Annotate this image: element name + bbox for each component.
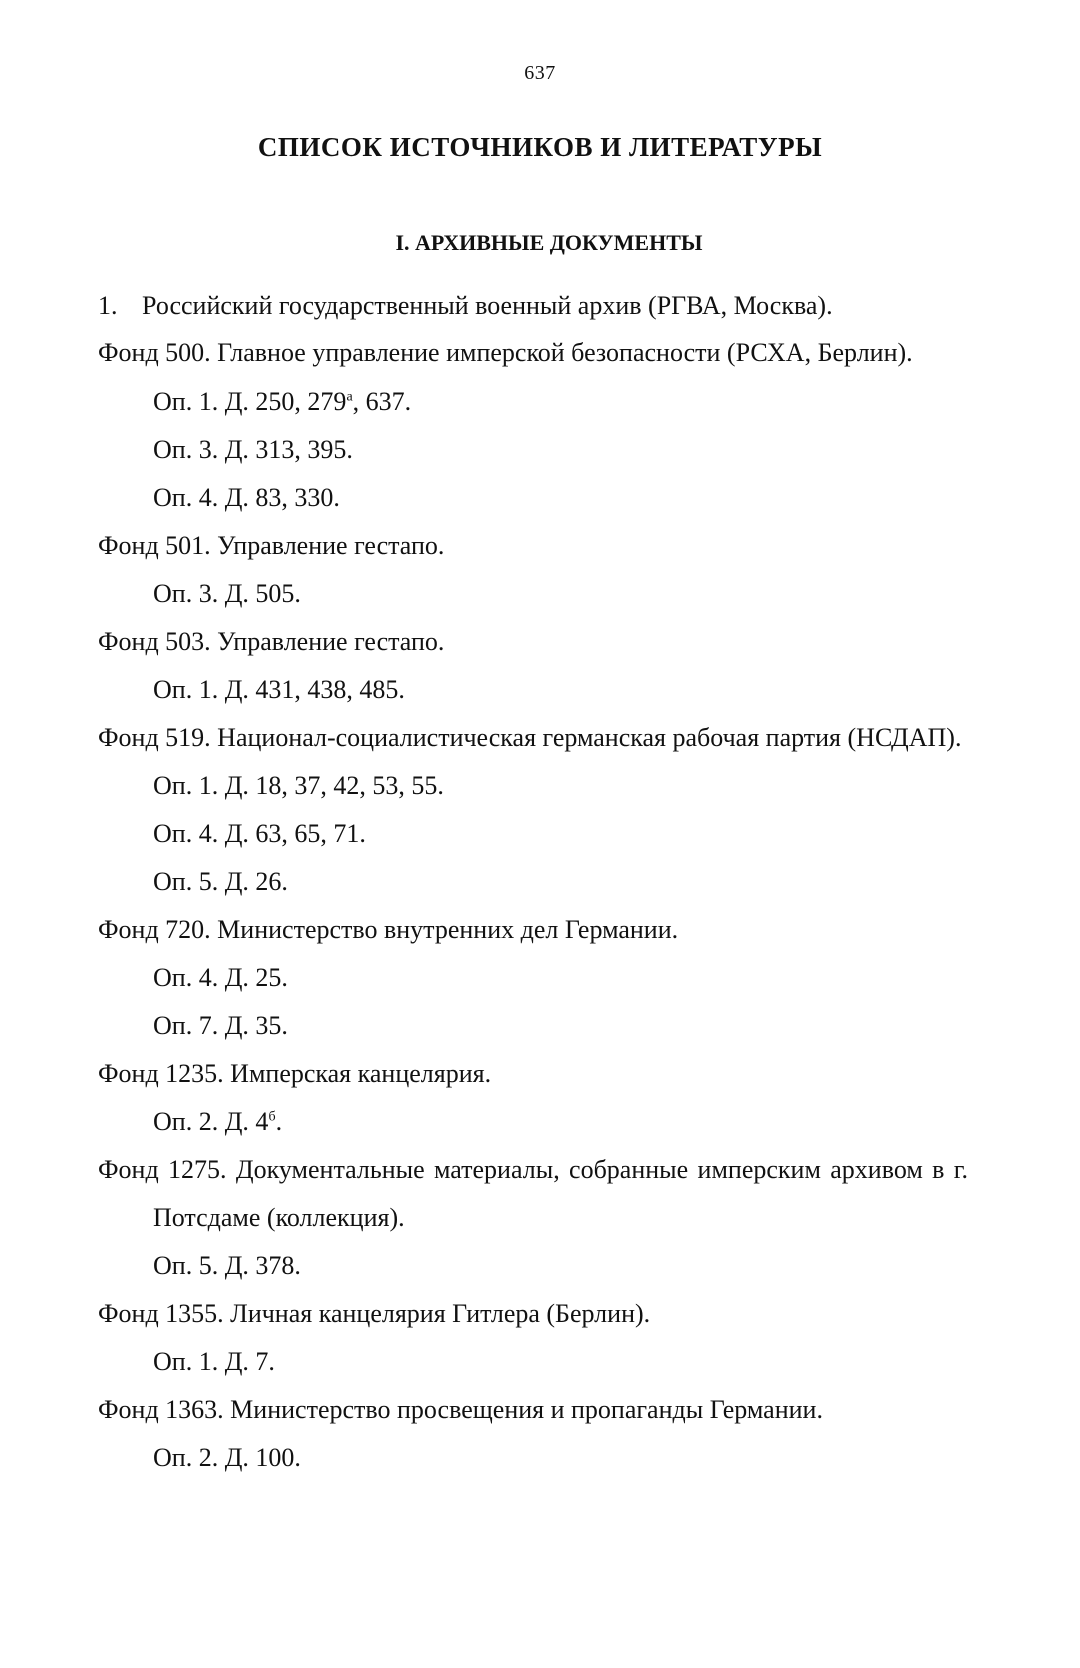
inventory-line: Оп. 5. Д. 26. (153, 867, 288, 896)
inventory-line: Оп. 7. Д. 35. (153, 1011, 288, 1040)
inventory-line: Оп. 1. Д. 250, $279^а$, 637. (153, 387, 412, 416)
inventory-line: Оп. 1. Д. 431, 438, 485. (153, 675, 405, 704)
archive-name: Российский государственный военный архив (РГВА, Москва). (142, 291, 833, 320)
inventory-line: Оп. 3. Д. 505. (153, 579, 301, 608)
fond-title: Фонд 1235. Имперская канцелярия. (98, 1059, 492, 1088)
inventory-line: Оп. 2. Д. 100. (153, 1443, 301, 1472)
archive-entry (98, 293, 833, 319)
page-number: 637 (524, 62, 556, 84)
inventory-line: Оп. 2. Д. $4^б$. (153, 1107, 283, 1136)
page-title: СПИСОК ИСТОЧНИКОВ И ЛИТЕРАТУРЫ (257, 132, 823, 162)
inventory-line: Оп. 1. Д. 7. (153, 1347, 275, 1376)
fond-title: Фонд 720. Министерство внутренних дел Германии. (98, 915, 679, 944)
fond-title-continuation: Потсдаме (коллекция). (153, 1203, 405, 1232)
inventory-line: Оп. 5. Д. 378. (153, 1251, 301, 1280)
fond-title: Фонд 500. Главное управление имперской безопасности (РСХА, Берлин). (98, 338, 913, 367)
inventory-line: Оп. 4. Д. 25. (153, 963, 288, 992)
superscript-mark: а (346, 389, 353, 405)
section-heading: I. АРХИВНЫЕ ДОКУМЕНТЫ (395, 230, 703, 255)
inventory-line: Оп. 4. Д. 83, 330. (153, 483, 340, 512)
archive-number: 1. (98, 291, 118, 320)
fond-title: Фонд 1275. Документальные материалы, собранные имперским архивом в г. (98, 1155, 968, 1184)
fond-title: Фонд 1363. Министерство просвещения и пропаганды Германии. (98, 1395, 823, 1424)
inventory-line: Оп. 4. Д. 63, 65, 71. (153, 819, 366, 848)
fond-title: Фонд 501. Управление гестапо. (98, 531, 445, 560)
superscript-mark: б (268, 1109, 276, 1125)
inventory-line: Оп. 3. Д. 313, 395. (153, 435, 353, 464)
fond-title: Фонд 503. Управление гестапо. (98, 627, 445, 656)
fond-title: Фонд 519. Национал-социалистическая германская рабочая партия (НСДАП). (98, 723, 962, 752)
fond-title: Фонд 1355. Личная канцелярия Гитлера (Берлин). (98, 1299, 651, 1328)
inventory-line: Оп. 1. Д. 18, 37, 42, 53, 55. (153, 771, 444, 800)
